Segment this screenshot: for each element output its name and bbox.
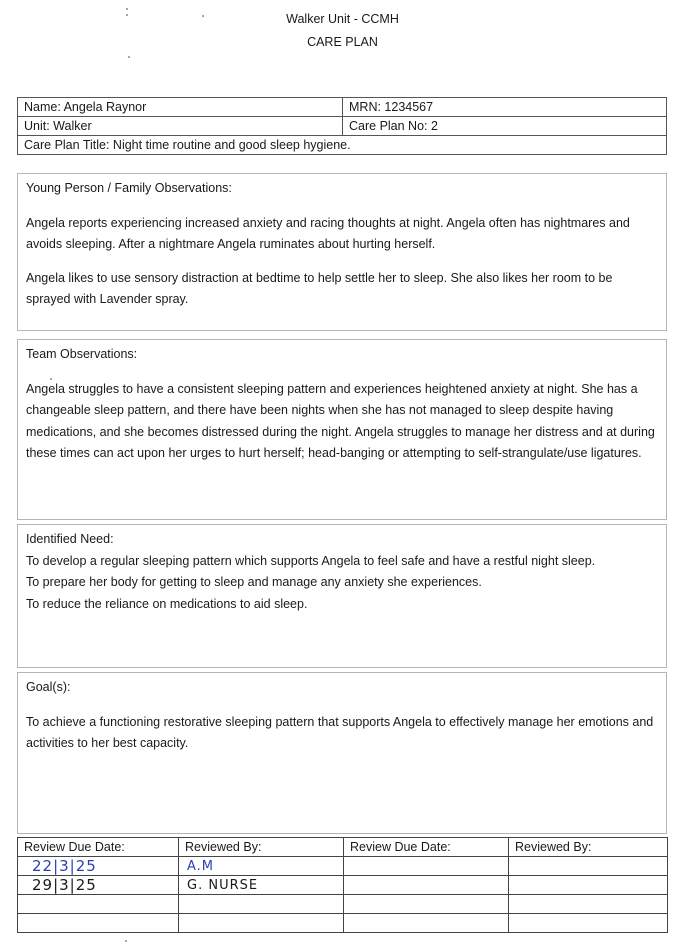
care-plan-heading: CARE PLAN [307,35,378,49]
scan-speck [126,8,128,10]
info-row [18,136,667,155]
reviewer-cell[interactable] [509,857,668,876]
review-row [18,876,668,895]
care-plan-title: Care Plan Title: Night time routine and good sleep hygiene. [18,136,667,155]
review-date-cell[interactable]: 22|3|25 [18,857,179,876]
review-table [17,837,668,933]
unit-heading: Walker Unit - CCMH [286,12,399,26]
scan-speck [125,940,127,942]
section-heading: Young Person / Family Observations: [26,181,232,195]
review-row [18,895,668,914]
review-header-row [18,838,668,857]
reviewer-cell[interactable] [509,895,668,914]
scan-speck [128,56,130,58]
review-date-cell[interactable] [344,895,509,914]
review-date-cell[interactable] [344,857,509,876]
patient-mrn: MRN: 1234567 [343,98,667,117]
reviewer-cell[interactable]: A.M [179,857,344,876]
review-row [18,857,668,876]
patient-name: Name: Angela Raynor [18,98,343,117]
section-heading: Goal(s): [26,680,71,694]
need-line: To develop a regular sleeping pattern which supports Angela to feel safe and have a restful night sleep. [26,553,596,568]
review-date-cell[interactable] [18,914,179,933]
reviewer-cell[interactable] [509,914,668,933]
section-paragraph: To achieve a functioning restorative sleeping pattern that supports Angela to effectively manage her emotions and activities to her best capacity. [26,714,654,750]
patient-unit: Unit: Walker [18,117,343,136]
goals-section [17,672,667,834]
reviewed-by-header: Reviewed By: [179,838,344,857]
reviewer-cell[interactable] [509,876,668,895]
young-person-observations-section [17,173,667,331]
info-row [18,117,667,136]
section-heading: Identified Need: [26,532,114,546]
section-paragraph: Angela likes to use sensory distraction at bedtime to help settle her to sleep. She also likes her room to be sprayed with Lavender spray. [26,270,613,306]
review-date-cell[interactable] [344,876,509,895]
care-plan-number: Care Plan No: 2 [343,117,667,136]
reviewed-by-header: Reviewed By: [509,838,668,857]
review-row [18,914,668,933]
section-paragraph: Angela reports experiencing increased anxiety and racing thoughts at night. Angela often has nightmares and avoids sleeping. After a nightmare Angela ruminates about hurting herself. [26,215,630,251]
reviewer-cell[interactable]: G. NURSE [179,876,344,895]
reviewer-cell[interactable] [179,895,344,914]
info-row [18,98,667,117]
patient-info-table [17,97,667,155]
reviewer-cell[interactable] [179,914,344,933]
need-line: To prepare her body for getting to sleep and manage any anxiety she experiences. [26,575,482,589]
review-date-cell[interactable] [344,914,509,933]
section-heading: Team Observations: [26,347,138,361]
review-date-cell[interactable]: 29|3|25 [18,876,179,895]
identified-need-section [17,524,667,668]
review-date-cell[interactable] [18,895,179,914]
scan-speck [126,14,128,16]
scan-speck [50,378,52,380]
scan-speck [202,15,204,17]
section-paragraph: Angela struggles to have a consistent sleeping pattern and experiences heightened anxiety at night. She has a changeable sleep pattern, and there have been nights when she has not managed to sleep despite having medications, and she becomes distressed during the night. Angela struggles to manage her distress and at during these times can act upon her urges to hurt herself; head-banging or attempting to self-strangulate/use ligatures. [26,381,655,460]
review-due-date-header: Review Due Date: [344,838,509,857]
review-due-date-header: Review Due Date: [18,838,179,857]
need-line: To reduce the reliance on medications to aid sleep. [26,596,308,611]
team-observations-section [17,339,667,520]
